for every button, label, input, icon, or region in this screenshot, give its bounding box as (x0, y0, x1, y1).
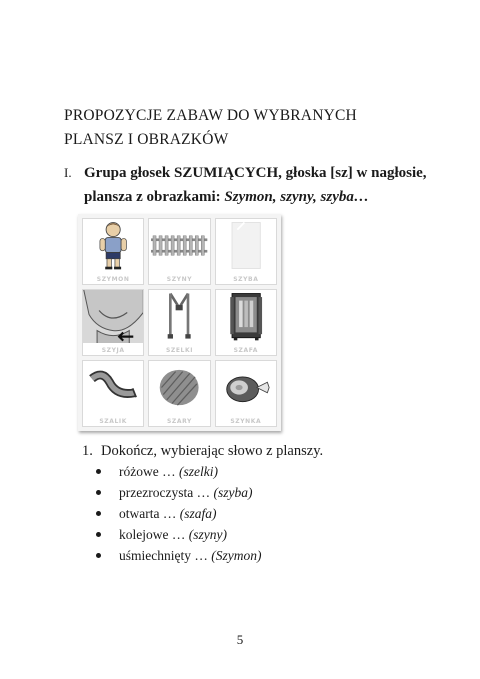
list-item (96, 503, 261, 524)
section-title-line-2-prefix: plansza z obrazkami: (84, 189, 225, 205)
board-cell-szyja (82, 289, 144, 356)
boy-icon (83, 219, 143, 272)
list-item-answer: (szafa) (179, 506, 217, 521)
board-cell-szynka (215, 360, 277, 427)
list-item-phrase: kolejowe … (119, 527, 186, 542)
list-item-answer: (szyba) (213, 485, 253, 500)
suspenders-icon (149, 290, 209, 343)
board-cell-szafa (215, 289, 277, 356)
board-cell-szelki (148, 289, 210, 356)
rails-icon (149, 219, 209, 272)
list-item (96, 482, 261, 503)
page-heading (64, 104, 357, 152)
board-cell-szymon (82, 218, 144, 285)
scarf-icon (83, 361, 143, 414)
wardrobe-icon (216, 290, 276, 343)
answer-list (96, 461, 261, 566)
bullet-icon (96, 490, 101, 495)
section-title-line-2 (64, 185, 427, 209)
list-item-phrase: przezroczysta … (119, 485, 211, 500)
list-item-phrase: różowe … (119, 464, 176, 479)
ham-icon (216, 361, 276, 414)
list-item-answer: (szelki) (178, 464, 218, 479)
section-title-line-1: Grupa głosek SZUMIĄCYCH, głoska [sz] w nagłosie, (84, 165, 427, 181)
bullet-icon (96, 469, 101, 474)
board-cell-label: SZELKI (165, 347, 194, 354)
section-number: I. (64, 165, 72, 180)
list-item-answer: (szyny) (188, 527, 227, 542)
board-cell-szalik (82, 360, 144, 427)
page-number: 5 (236, 632, 244, 647)
picture-grid (82, 218, 277, 427)
heading-line-1: PROPOZYCJE ZABAW DO WYBRANYCH (64, 107, 357, 124)
board-cell-label: SZYBA (233, 276, 259, 283)
board-cell-szyba (215, 218, 277, 285)
glass-pane-icon (216, 219, 276, 272)
list-item-phrase: otwarta … (119, 506, 177, 521)
board-cell-label: SZYJA (101, 347, 125, 354)
heading-line-2: PLANSZ I OBRAZKÓW (64, 131, 229, 148)
grey-scribble-icon (149, 361, 209, 414)
board-cell-szary (148, 360, 210, 427)
board-cell-label: SZAFA (233, 347, 258, 354)
list-item (96, 545, 261, 566)
list-item-answer: (Szymon) (211, 548, 262, 563)
bullet-icon (96, 511, 101, 516)
board-cell-label: SZALIK (99, 418, 127, 425)
picture-board (78, 214, 281, 431)
board-cell-label: SZYMON (96, 276, 130, 283)
board-cell-label: SZYNY (166, 276, 193, 283)
bullet-icon (96, 553, 101, 558)
section-title-examples: Szymon, szyny, szyba… (224, 189, 369, 205)
task-instruction-text: Dokończ, wybierając słowo z planszy. (101, 443, 324, 459)
neck-icon (83, 290, 143, 343)
task-instruction (82, 441, 323, 461)
section-title (64, 161, 427, 209)
bullet-icon (96, 532, 101, 537)
list-item (96, 524, 261, 545)
board-cell-label: SZYNKA (230, 418, 262, 425)
list-item (96, 461, 261, 482)
task-number: 1. (82, 443, 93, 459)
list-item-phrase: uśmiechnięty … (119, 548, 208, 563)
board-cell-label: SZARY (167, 418, 192, 425)
board-cell-szyny (148, 218, 210, 285)
